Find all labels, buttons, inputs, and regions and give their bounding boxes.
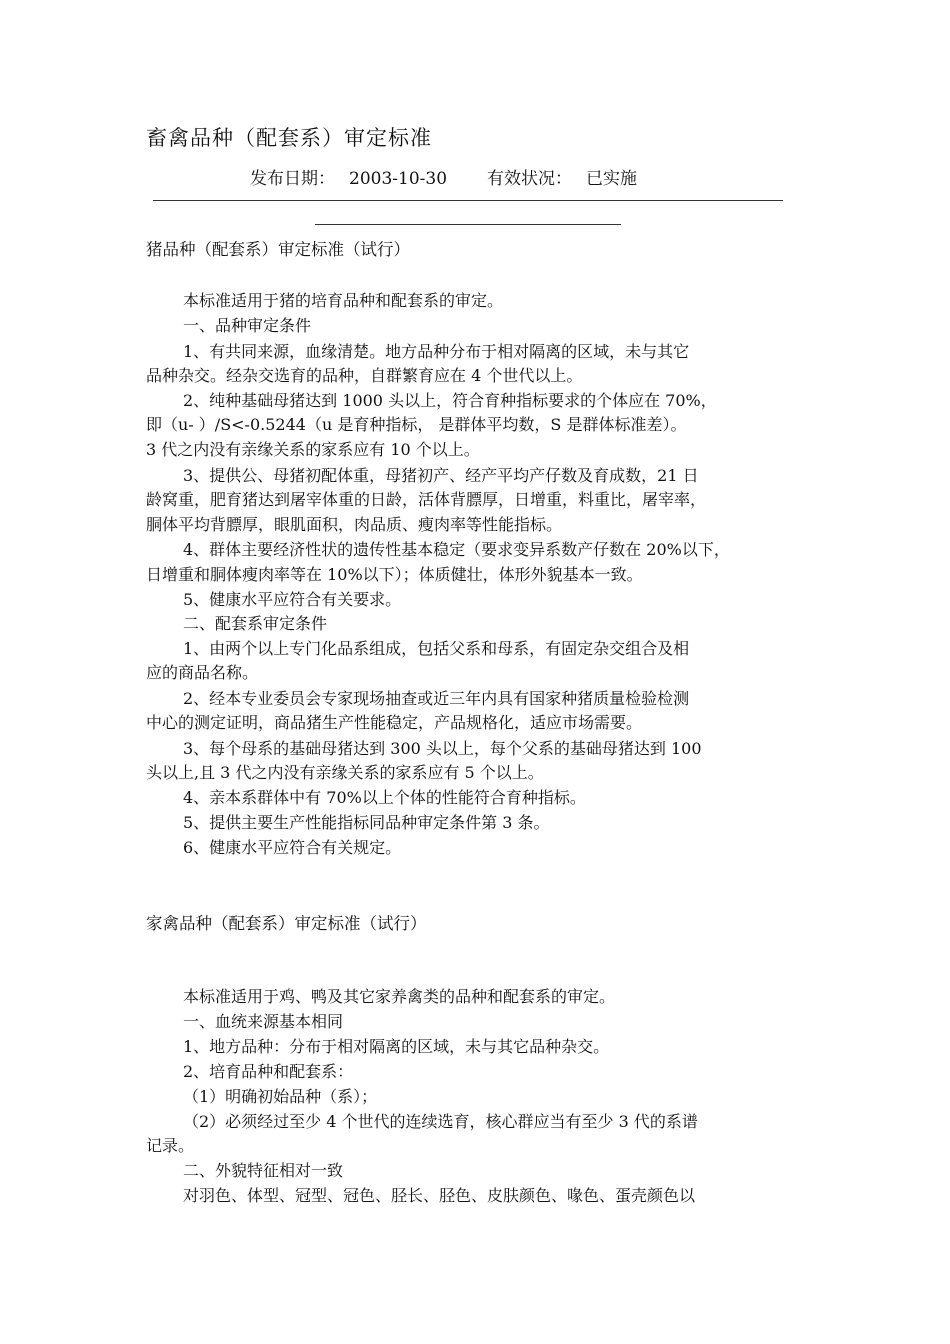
paragraph-line: 对羽色、体型、冠型、冠色、胫长、胫色、皮肤颜色、喙色、蛋壳颜色以 [183,1186,696,1205]
document-title: 畜禽品种（配套系）审定标准 [146,126,432,150]
paragraph-line: 1、地方品种：分布于相对隔离的区域，未与其它品种杂交。 [183,1037,610,1056]
paragraph-line: 胴体平均背膘厚，眼肌面积，肉品质、瘦肉率等性能指标。 [146,515,563,534]
paragraph-line: 1、由两个以上专门化品系组成，包括父系和母系，有固定杂交组合及相 [183,639,690,658]
paragraph-line: 2、培育品种和配套系： [183,1062,354,1081]
separator-line [153,200,783,201]
paragraph-line: 品种杂交。经杂交选育的品种，自群繁育应在 4 个世代以上。 [146,366,583,385]
paragraph-line: 5、健康水平应符合有关要求。 [183,590,402,609]
separator-line-short [315,224,621,225]
paragraph-line: 中心的测定证明，商品猪生产性能稳定，产品规格化，适应市场需要。 [146,713,643,732]
section-heading-pig: 猪品种（配套系）审定标准（试行） [146,240,410,259]
section-heading-poultry: 家禽品种（配套系）审定标准（试行） [146,914,427,933]
paragraph-line: 记录。 [146,1136,195,1155]
paragraph-line: 1、有共同来源，血缘清楚。地方品种分布于相对隔离的区域，未与其它 [183,342,690,361]
paragraph-line: 头以上,且 3 代之内没有亲缘关系的家系应有 5 个以上。 [146,763,544,782]
paragraph-line: 3、每个母系的基础母猪达到 300 头以上，每个父系的基础母猪达到 100 [183,739,702,758]
paragraph-line: 5、提供主要生产性能指标同品种审定条件第 3 条。 [183,813,550,832]
paragraph-line: 本标准适用于鸡、鸭及其它家养禽类的品种和配套系的审定。 [183,987,616,1006]
paragraph-line: 一、品种审定条件 [183,316,312,335]
paragraph-line: 2、纯种基础母猪达到 1000 头以上，符合育种指标要求的个体应在 70%， [183,391,717,410]
paragraph-line: 应的商品名称。 [146,663,259,682]
publish-date-value: 2003-10-30 [349,169,448,189]
paragraph-line: 二、外貌特征相对一致 [183,1161,344,1180]
paragraph-line: 4、群体主要经济性状的遗传性基本稳定（要求变异系数产仔数在 20%以下， [183,540,730,559]
paragraph-line: 龄窝重，肥育猪达到屠宰体重的日龄，活体背膘厚，日增重，料重比，屠宰率， [146,490,707,509]
document-meta [250,164,637,189]
paragraph-line: 本标准适用于猪的培育品种和配套系的审定。 [183,291,504,310]
paragraph-line: 日增重和胴体瘦肉率等在 10%以下）；体质健壮，体形外貌基本一致。 [146,565,643,584]
paragraph-line: 一、血统来源基本相同 [183,1012,344,1031]
publish-date-label: 发布日期： [250,169,335,189]
paragraph-line: 4、亲本系群体中有 70%以上个体的性能符合育种指标。 [183,788,586,807]
paragraph-line: 二、配套系审定条件 [183,614,328,633]
paragraph-line: 即（u- ）/S<-0.5244（u 是育种指标， 是群体平均数，S 是群体标准差）。 [146,415,687,434]
paragraph-line: （2）必须经过至少 4 个世代的连续选育，核心群应当有至少 3 代的系谱 [183,1112,698,1131]
status-value: 已实施 [586,169,638,189]
paragraph-line: 2、经本专业委员会专家现场抽查或近三年内具有国家种猪质量检验检测 [183,689,690,708]
status-label: 有效状况： [487,169,573,189]
paragraph-line: （1）明确初始品种（系）； [183,1087,378,1106]
paragraph-line: 3 代之内没有亲缘关系的家系应有 10 个以上。 [146,440,480,459]
paragraph-line: 3、提供公、母猪初配体重，母猪初产、经产平均产仔数及育成数，21 日 [183,466,699,485]
paragraph-line: 6、健康水平应符合有关规定。 [183,838,402,857]
